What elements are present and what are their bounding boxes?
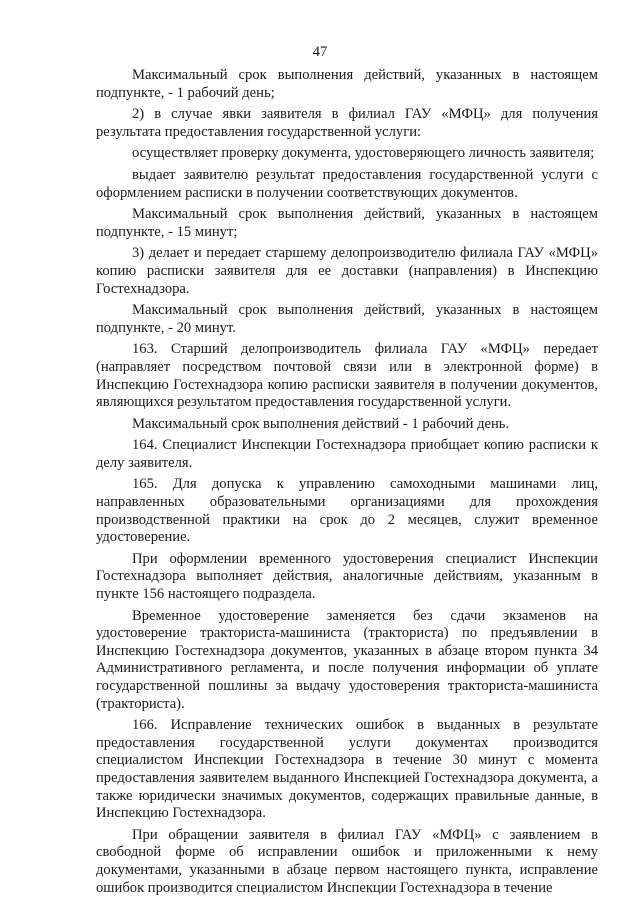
document-body	[96, 67, 598, 897]
paragraph: 165. Для допуска к управлению самоходными машинами лиц, направленных образовательными организациями для прохождения производственной практики на срок до 2 месяцев, служит временное удостоверение.	[96, 476, 598, 546]
paragraph: выдает заявителю результат предоставления государственной услуги с оформлением расписки в получении соответствующих документов.	[96, 166, 598, 201]
paragraph: осуществляет проверку документа, удостоверяющего личность заявителя;	[132, 145, 595, 162]
page-number: 47	[312, 44, 328, 60]
paragraph: 166. Исправление технических ошибок в выданных в результате предоставления государственной услуги документах производится специалистом Инспекции Гостехнадзора в течение 30 минут с момента предоставления заявителем выданного Инспекцией Гостехнадзора документа, а также юридически значимых документов, содержащих правильные данные, в Инспекцию Гостехнадзора.	[96, 717, 598, 822]
paragraph: 163. Старший делопроизводитель филиала ГАУ «МФЦ» передает (направляет посредством почтовой связи или в электронной форме) в Инспекцию Гостехнадзора копию расписки заявителя в получении документов, являющихся результатом предоставления государственной услуги.	[96, 341, 598, 411]
paragraph: При оформлении временного удостоверения специалист Инспекции Гостехнадзора выполняет действия, аналогичные действиям, указанным в пункте 156 настоящего подраздела.	[96, 550, 598, 603]
paragraph: 3) делает и передает старшему делопроизводителю филиала ГАУ «МФЦ» копию расписки заявителя для ее доставки (направления) в Инспекцию Гостехнадзора.	[96, 245, 598, 297]
paragraph: Максимальный срок выполнения действий - 1 рабочий день.	[132, 415, 510, 432]
paragraph: Временное удостоверение заменяется без сдачи экзаменов на удостоверение тракториста-машиниста (тракториста) по предъявлении в Инспекцию Гостехнадзора документов, указанных в абзаце втором пункта 34 Административного регламента, и после получения информации об уплате государственной пошлины за выдачу удостоверения тракториста-машиниста (тракториста).	[96, 607, 598, 712]
paragraph: Максимальный срок выполнения действий, указанных в настоящем подпункте, - 15 минут;	[96, 206, 598, 240]
paragraph: 164. Специалист Инспекции Гостехнадзора приобщает копию расписки к делу заявителя.	[96, 437, 598, 471]
paragraph: Максимальный срок выполнения действий, указанных в настоящем подпункте, - 20 минут.	[96, 302, 598, 336]
paragraph: При обращении заявителя в филиал ГАУ «МФЦ» с заявлением в свободной форме об исправлении ошибок и приложенными к нему документами, указанными в абзаце первом настоящего пункта, исправление ошибок производится специалистом Инспекции Гостехнадзора в течение	[96, 826, 598, 896]
paragraph: Максимальный срок выполнения действий, указанных в настоящем подпункте, - 1 рабочий день;	[96, 67, 598, 101]
paragraph: 2) в случае явки заявителя в филиал ГАУ «МФЦ» для получения результата предоставления государственной услуги:	[96, 106, 598, 140]
